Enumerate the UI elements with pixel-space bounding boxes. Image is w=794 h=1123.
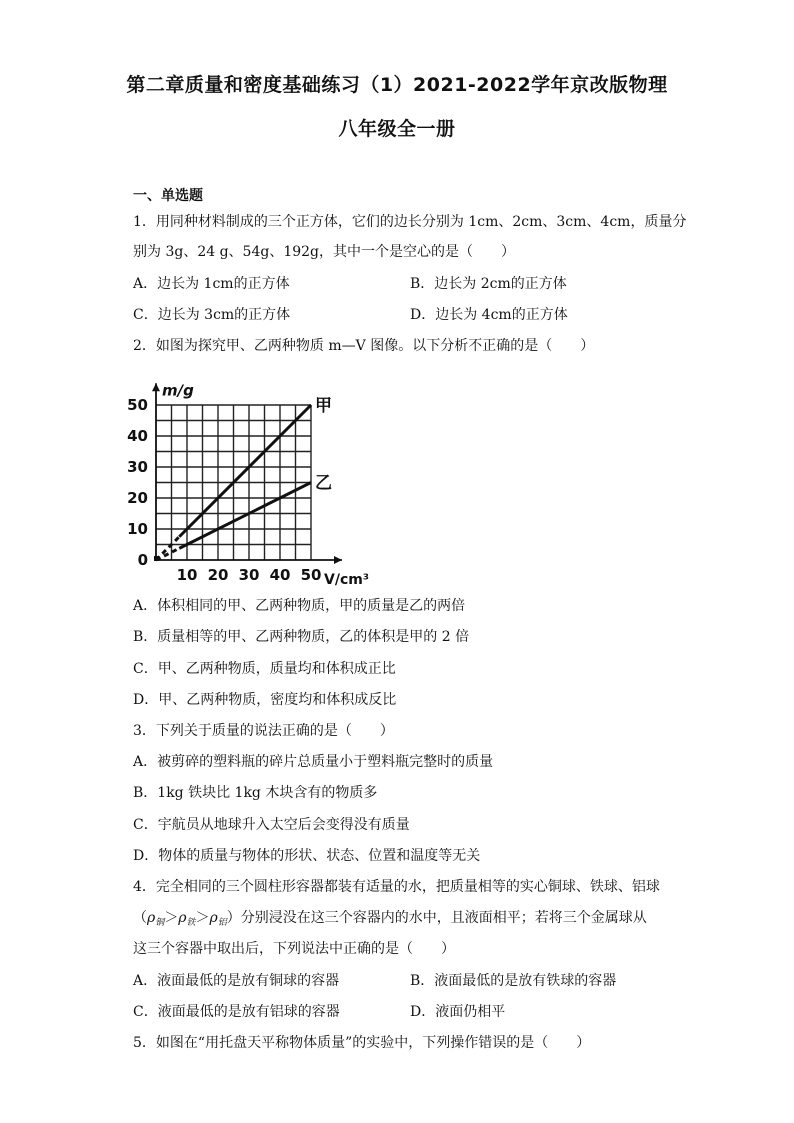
title-line-2: 八年级全一册 <box>338 118 456 140</box>
q4-sub-fe: 铁 <box>186 918 196 928</box>
y-tick-label: 50 <box>127 396 148 414</box>
y-tick-label: 20 <box>127 489 148 507</box>
q3-stem: 3．下列关于质量的说法正确的是（ ） <box>133 723 394 739</box>
q2-option-c: C．甲、乙两种物质，质量均和体积成正比 <box>133 661 396 677</box>
q4-stem-line3: 这三个容器中取出后，下列说法中正确的是（ ） <box>133 941 455 957</box>
q4-rho-fe: ρ <box>178 910 187 926</box>
x-axis-arrow <box>334 556 342 564</box>
series-line-extension <box>156 537 179 560</box>
q4-stem-line1: 4．完全相同的三个圆柱形容器都装有适量的水，把质量相等的实心铜球、铁球、铝球 <box>133 879 660 895</box>
title-line-1: 第二章质量和密度基础练习（1）2021-2022学年京改版物理 <box>126 74 668 96</box>
y-tick-label: 40 <box>127 427 148 445</box>
y-axis-label: m/g <box>162 381 194 400</box>
q3-option-c: C．宇航员从地球升入太空后会变得没有质量 <box>133 817 410 833</box>
q4-option-b: B．液面最低的是放有铁球的容器 <box>410 973 617 989</box>
q1-stem-line2: 别为 3g、24 g、54g、192g，其中一个是空心的是（ ） <box>133 244 516 260</box>
section-heading: 一、单选题 <box>133 188 203 204</box>
x-tick-label: 10 <box>176 566 198 584</box>
x-tick-label: 50 <box>300 566 322 584</box>
q1-stem-line1: 1．用同种材料制成的三个正方体，它们的边长分别为 1cm、2cm、3cm、4cm，质量分 <box>133 214 687 230</box>
q4-rho-al: ρ <box>209 910 218 926</box>
series-label: 甲 <box>315 396 332 416</box>
y-axis-arrow <box>152 383 160 391</box>
x-axis-label: V/cm³ <box>324 572 369 588</box>
q4-gt-2: ＞ <box>195 910 210 926</box>
q4-option-a: A．液面最低的是放有铜球的容器 <box>133 973 340 989</box>
y-tick-label: 0 <box>137 551 148 569</box>
q1-option-a: A．边长为 1cm的正方体 <box>133 276 290 292</box>
q2-option-a: A．体积相同的甲、乙两种物质，甲的质量是乙的两倍 <box>133 598 466 614</box>
y-tick-label: 30 <box>127 458 148 476</box>
y-tick-label: 10 <box>127 520 148 538</box>
q4-option-d: D．液面仍相平 <box>410 1004 506 1020</box>
q3-option-b: B．1kg 铁块比 1kg 木块含有的物质多 <box>133 785 378 801</box>
q1-option-b: B．边长为 2cm的正方体 <box>410 276 567 292</box>
q4-stem-line2 <box>133 908 647 933</box>
series-label: 乙 <box>315 473 332 494</box>
q4-paren-open: （ <box>133 910 147 926</box>
q5-stem: 5．如图在“用托盘天平称物体质量”的实验中，下列操作错误的是（ ） <box>133 1035 591 1051</box>
q3-option-a: A．被剪碎的塑料瓶的碎片总质量小于塑料瓶完整时的质量 <box>133 754 494 770</box>
x-tick-label: 40 <box>269 566 291 584</box>
chart-labels <box>127 381 369 588</box>
q4-sub-cu: 铜 <box>155 918 165 928</box>
mv-chart <box>127 360 369 590</box>
x-tick-label: 30 <box>238 566 260 584</box>
q1-option-d: D．边长为 4cm的正方体 <box>410 307 568 323</box>
q3-option-d: D．物体的质量与物体的形状、状态、位置和温度等无关 <box>133 848 481 864</box>
q4-rho-cu: ρ <box>147 910 156 926</box>
series-line-extension <box>156 548 179 560</box>
q4-stem-line2-rest: ）分别浸没在这三个容器内的水中，且液面相平；若将三个金属球从 <box>226 910 647 926</box>
q4-option-c: C．液面最低的是放有铝球的容器 <box>133 1004 340 1020</box>
q1-option-c: C．边长为 3cm的正方体 <box>133 307 291 323</box>
q2-option-b: B．质量相等的甲、乙两种物质，乙的体积是甲的 2 倍 <box>133 629 470 645</box>
x-tick-label: 20 <box>207 566 229 584</box>
q2-option-d: D．甲、乙两种物质，密度均和体积成反比 <box>133 692 397 708</box>
q4-sub-al: 铝 <box>217 918 227 928</box>
q2-stem: 2．如图为探究甲、乙两种物质 m—V 图像。以下分析不正确的是（ ） <box>133 338 595 354</box>
q4-gt-1: ＞ <box>164 910 179 926</box>
